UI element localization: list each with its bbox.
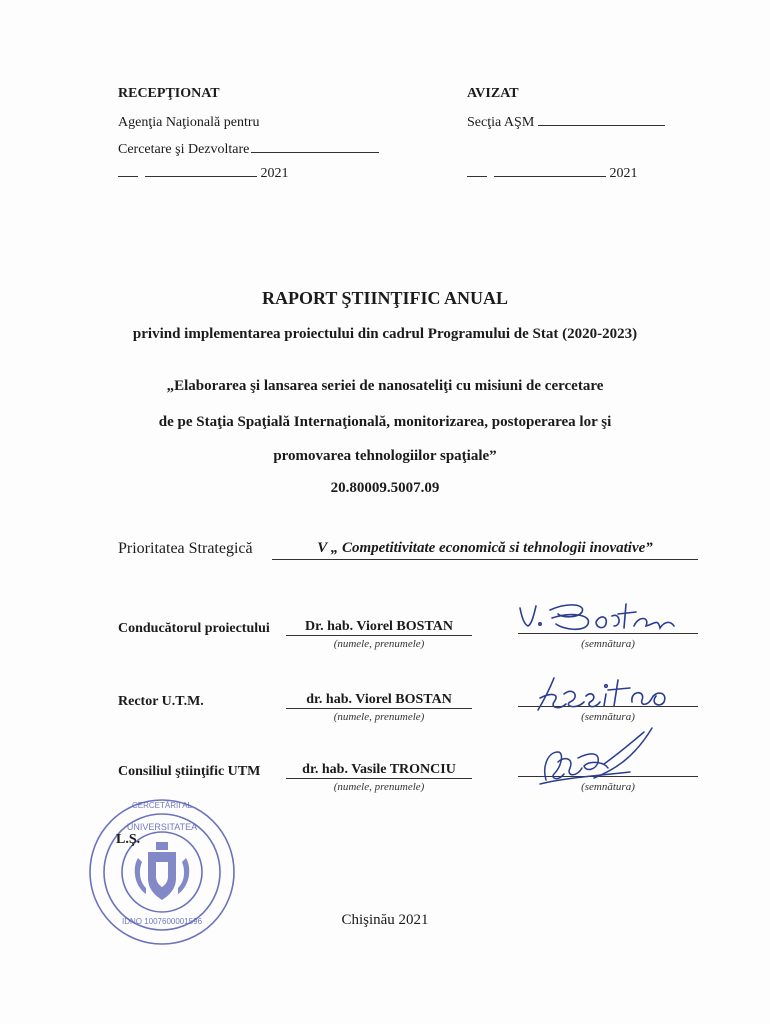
report-subtitle: privind implementarea proiectului din cadrul Programului de Stat (2020-2023) <box>132 326 638 342</box>
priority-label: Prioritatea Strategică <box>118 540 253 557</box>
project-title-line3: promovarea tehnologiilor spaţiale” <box>273 448 497 464</box>
role-project-leader: Conducătorul proiectului <box>118 621 270 636</box>
council-signature <box>534 722 664 798</box>
approved-date: 2021 <box>467 166 638 182</box>
role-scientific-council: Consiliul ştiinţific UTM <box>118 764 261 779</box>
project-code: 20.80009.5007.09 <box>330 480 440 496</box>
rector-name: dr. hab. Viorel BOSTAN <box>286 692 472 709</box>
approved-blank-line <box>538 125 665 126</box>
project-leader-name-caption: (numele, prenumele) <box>333 638 425 650</box>
rector-signature <box>530 672 680 718</box>
report-title: RAPORT ŞTIINŢIFIC ANUAL <box>261 288 509 308</box>
received-title: RECEPŢIONAT <box>118 86 220 101</box>
received-agency-line2: Cercetare şi Dezvoltare <box>118 142 379 158</box>
place-and-date: Chişinău 2021 <box>341 912 429 928</box>
role-rector: Rector U.T.M. <box>118 694 204 709</box>
council-name: dr. hab. Vasile TRONCIU <box>286 762 472 779</box>
approved-section: Secţia AŞM <box>467 115 665 131</box>
rector-signature-caption: (semnătura) <box>581 711 635 723</box>
approved-title: AVIZAT <box>467 86 519 101</box>
stamp-inner-arc-text: UNIVERSITATEA <box>126 822 198 832</box>
stamp-ls-label: L.Ş. <box>116 832 141 847</box>
project-leader-signature <box>508 594 688 640</box>
stamp-outer-arc-text: CERCETĂRII AL <box>131 801 193 810</box>
rector-name-caption: (numele, prenumele) <box>333 711 425 723</box>
council-signature-caption: (semnătura) <box>581 781 635 793</box>
project-title-line2: de pe Staţia Spaţială Internaţională, monitorizarea, postoperarea lor şi <box>158 414 612 430</box>
stamp-idno-text: IDNO 1007600001596 <box>121 917 203 926</box>
project-leader-signature-caption: (semnătura) <box>581 638 635 650</box>
received-agency-line1: Agenţia Naţională pentru <box>118 115 260 130</box>
received-blank-line <box>251 152 379 153</box>
project-leader-name: Dr. hab. Viorel BOSTAN <box>286 619 472 636</box>
project-title-line1: „Elaborarea şi lansarea seriei de nanosateliţi cu misiuni de cercetare <box>166 378 604 394</box>
received-date: 2021 <box>118 166 289 182</box>
priority-value: V „ Competitivitate economică si tehnologii inovative” <box>272 540 698 560</box>
council-name-caption: (numele, prenumele) <box>333 781 425 793</box>
